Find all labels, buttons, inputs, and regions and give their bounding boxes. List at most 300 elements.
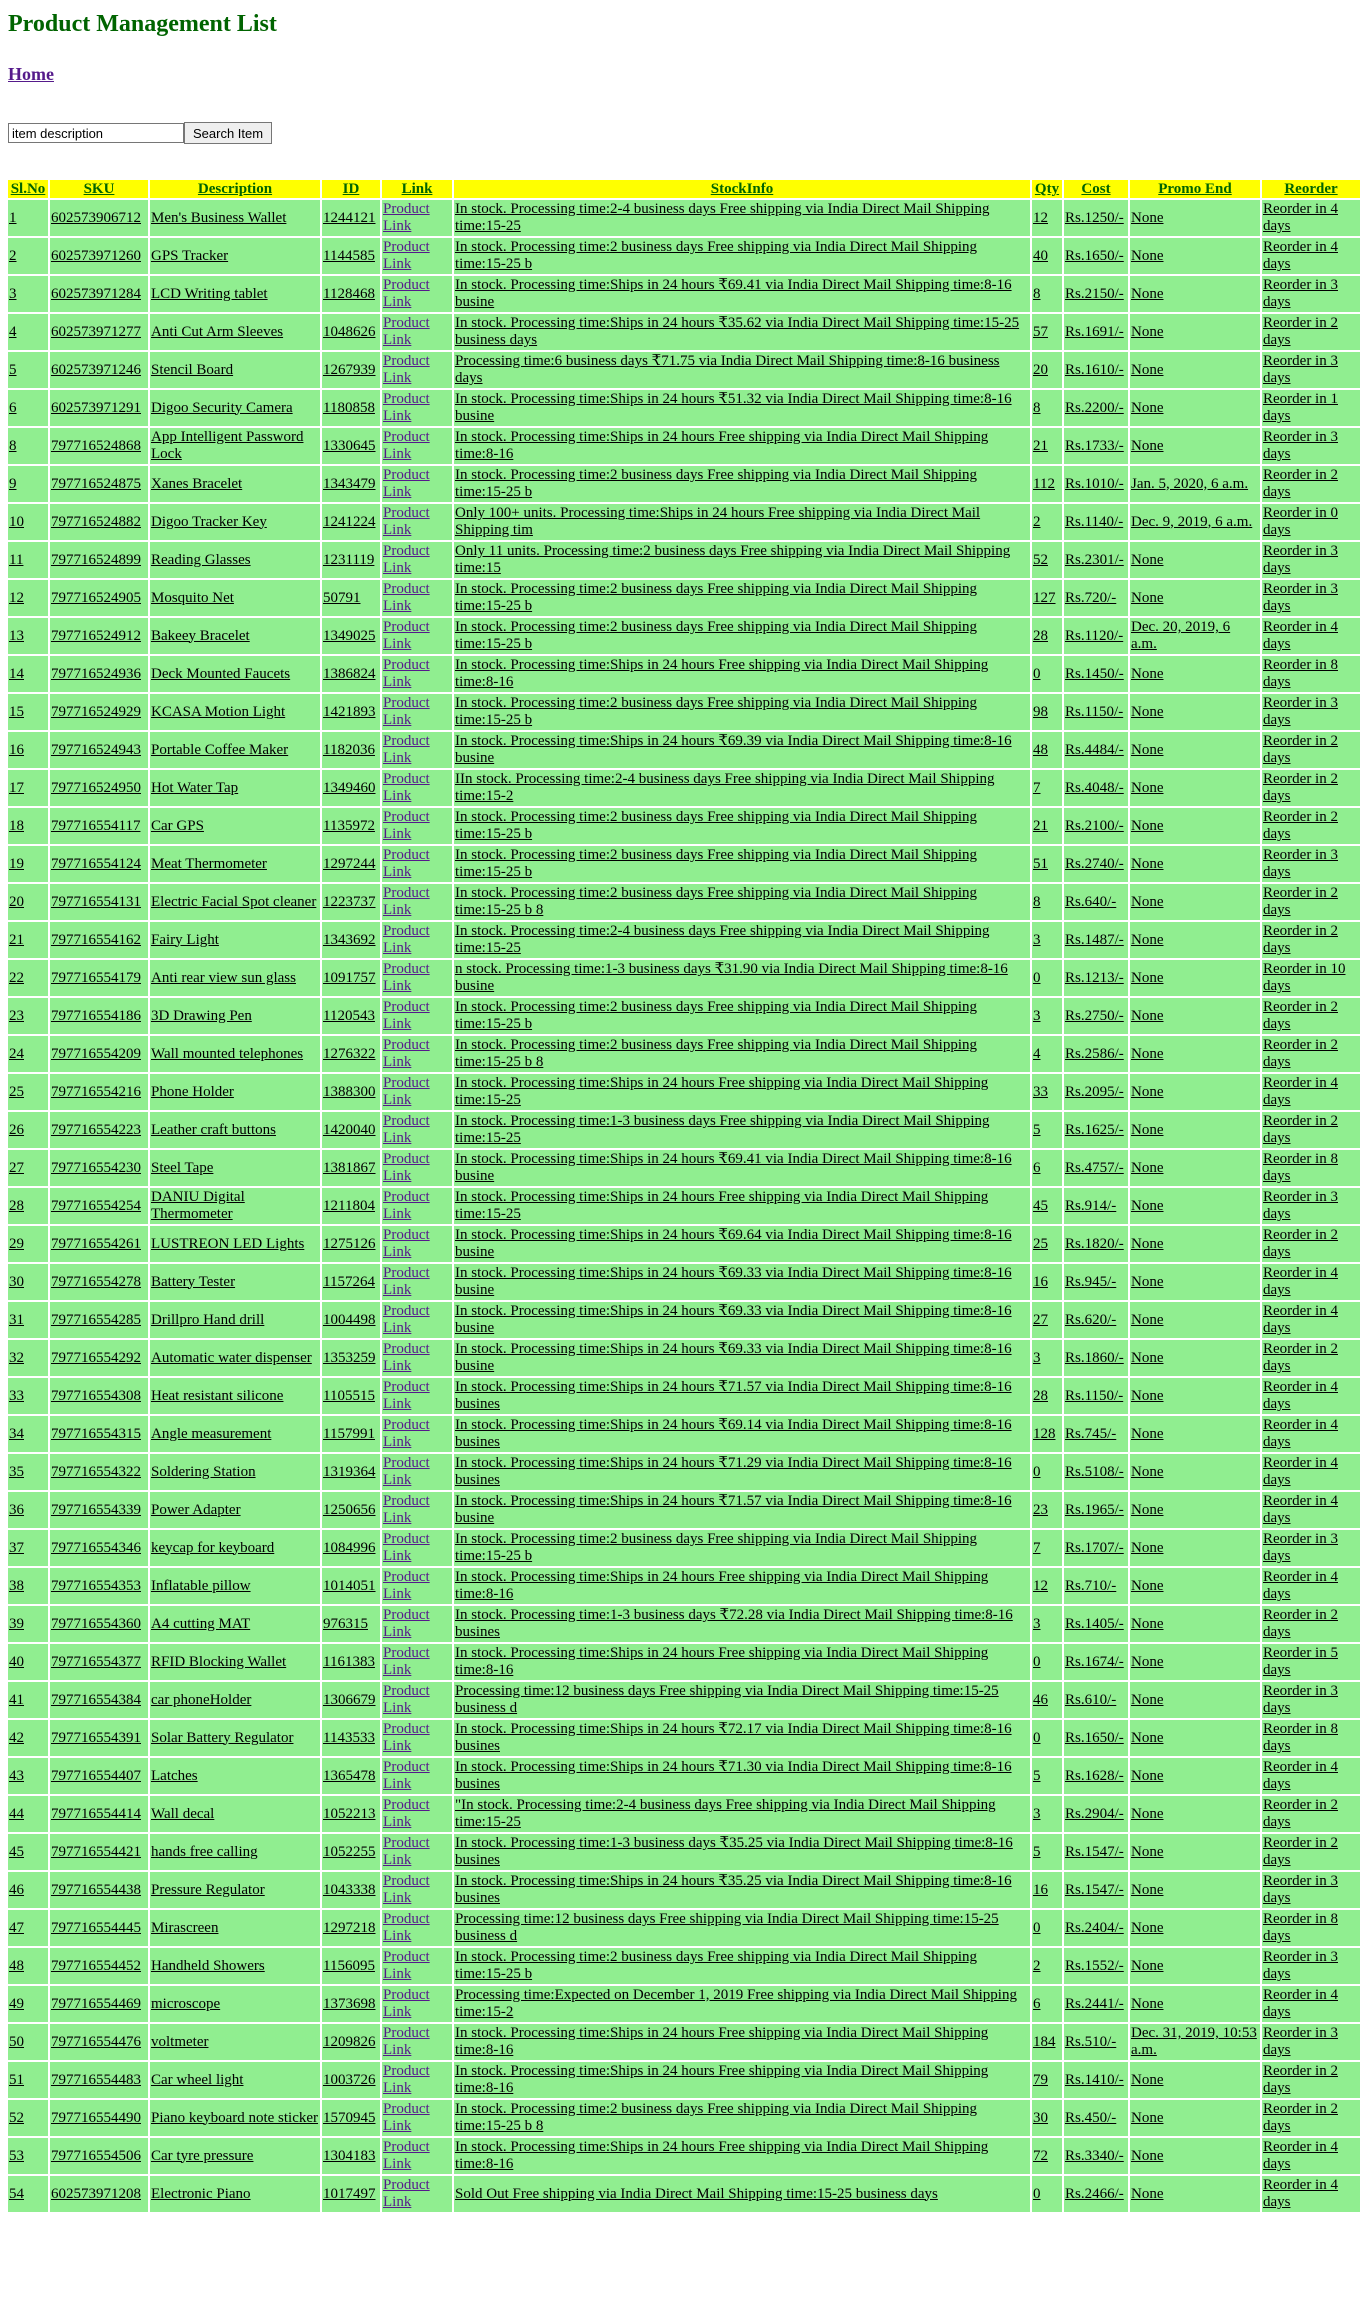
cell-qty[interactable]: 7 (1032, 770, 1062, 806)
cell-id[interactable]: 1161383 (322, 1644, 380, 1680)
cell-stockinfo[interactable]: In stock. Processing time:2 business days Free shipping via India Direct Mail Shipping time:15-25 b (454, 694, 1030, 730)
cell-stockinfo[interactable]: Processing time:12 business days Free shipping via India Direct Mail Shipping time:15-25 business d (454, 1682, 1030, 1718)
cell-cost[interactable]: Rs.1733/- (1064, 428, 1128, 464)
cell-cost[interactable]: Rs.1625/- (1064, 1112, 1128, 1148)
cell-cost[interactable]: Rs.2750/- (1064, 998, 1128, 1034)
cell-cost[interactable]: Rs.2200/- (1064, 390, 1128, 426)
cell-promo-end[interactable]: None (1130, 1416, 1260, 1452)
cell-qty[interactable]: 6 (1032, 1150, 1062, 1186)
cell-cost[interactable]: Rs.5108/- (1064, 1454, 1128, 1490)
cell-product-link[interactable]: Product Link (382, 1568, 452, 1604)
cell-cost[interactable]: Rs.1450/- (1064, 656, 1128, 692)
cell-sku[interactable]: 797716554254 (50, 1188, 148, 1224)
cell-id[interactable]: 1319364 (322, 1454, 380, 1490)
cell-id[interactable]: 1157991 (322, 1416, 380, 1452)
cell-stockinfo[interactable]: In stock. Processing time:Ships in 24 hours ₹69.33 via India Direct Mail Shipping time:8-16 busine (454, 1264, 1030, 1300)
cell-sku[interactable]: 602573971260 (50, 238, 148, 274)
cell-description[interactable]: Portable Coffee Maker (150, 732, 320, 768)
cell-reorder[interactable]: Reorder in 2 days (1262, 1112, 1360, 1148)
cell-promo-end[interactable]: None (1130, 1568, 1260, 1604)
cell-promo-end[interactable]: None (1130, 1720, 1260, 1756)
cell-id[interactable]: 1304183 (322, 2138, 380, 2174)
cell-product-link[interactable]: Product Link (382, 2176, 452, 2212)
cell-promo-end[interactable]: None (1130, 1188, 1260, 1224)
cell-reorder[interactable]: Reorder in 4 days (1262, 1492, 1360, 1528)
header-reorder[interactable]: Reorder (1262, 180, 1360, 198)
cell-description[interactable]: Pressure Regulator (150, 1872, 320, 1908)
cell-description[interactable]: Steel Tape (150, 1150, 320, 1186)
cell-promo-end[interactable]: Dec. 9, 2019, 6 a.m. (1130, 504, 1260, 540)
cell-reorder[interactable]: Reorder in 4 days (1262, 618, 1360, 654)
cell-product-link[interactable]: Product Link (382, 1644, 452, 1680)
cell-promo-end[interactable]: None (1130, 314, 1260, 350)
cell-promo-end[interactable]: None (1130, 846, 1260, 882)
cell-slno[interactable]: 21 (8, 922, 48, 958)
cell-product-link[interactable]: Product Link (382, 884, 452, 920)
cell-sku[interactable]: 797716554407 (50, 1758, 148, 1794)
cell-stockinfo[interactable]: In stock. Processing time:2 business days Free shipping via India Direct Mail Shipping time:15-25 b 8 (454, 884, 1030, 920)
cell-product-link[interactable]: Product Link (382, 656, 452, 692)
header-description[interactable]: Description (150, 180, 320, 198)
header-sku[interactable]: SKU (50, 180, 148, 198)
cell-description[interactable]: car phoneHolder (150, 1682, 320, 1718)
cell-sku[interactable]: 797716524950 (50, 770, 148, 806)
cell-slno[interactable]: 26 (8, 1112, 48, 1148)
cell-reorder[interactable]: Reorder in 8 days (1262, 656, 1360, 692)
cell-id[interactable]: 1048626 (322, 314, 380, 350)
cell-promo-end[interactable]: None (1130, 2100, 1260, 2136)
cell-promo-end[interactable]: None (1130, 390, 1260, 426)
cell-promo-end[interactable]: None (1130, 352, 1260, 388)
cell-stockinfo[interactable]: In stock. Processing time:Ships in 24 hours ₹69.64 via India Direct Mail Shipping time:8-16 busine (454, 1226, 1030, 1262)
cell-stockinfo[interactable]: In stock. Processing time:Ships in 24 hours Free shipping via India Direct Mail Shipping time:15-25 (454, 1074, 1030, 1110)
cell-qty[interactable]: 20 (1032, 352, 1062, 388)
cell-product-link[interactable]: Product Link (382, 1872, 452, 1908)
cell-reorder[interactable]: Reorder in 2 days (1262, 1036, 1360, 1072)
cell-stockinfo[interactable]: In stock. Processing time:Ships in 24 hours Free shipping via India Direct Mail Shipping time:8-16 (454, 1568, 1030, 1604)
cell-id[interactable]: 1386824 (322, 656, 380, 692)
cell-sku[interactable]: 797716524912 (50, 618, 148, 654)
cell-stockinfo[interactable]: In stock. Processing time:Ships in 24 hours ₹72.17 via India Direct Mail Shipping time:8-16 busines (454, 1720, 1030, 1756)
cell-product-link[interactable]: Product Link (382, 1910, 452, 1946)
cell-qty[interactable]: 98 (1032, 694, 1062, 730)
cell-reorder[interactable]: Reorder in 3 days (1262, 542, 1360, 578)
cell-slno[interactable]: 33 (8, 1378, 48, 1414)
cell-description[interactable]: Car tyre pressure (150, 2138, 320, 2174)
cell-cost[interactable]: Rs.2586/- (1064, 1036, 1128, 1072)
cell-product-link[interactable]: Product Link (382, 276, 452, 312)
cell-qty[interactable]: 0 (1032, 1454, 1062, 1490)
cell-qty[interactable]: 25 (1032, 1226, 1062, 1262)
cell-id[interactable]: 1297244 (322, 846, 380, 882)
cell-id[interactable]: 1091757 (322, 960, 380, 996)
cell-cost[interactable]: Rs.3340/- (1064, 2138, 1128, 2174)
cell-promo-end[interactable]: None (1130, 1492, 1260, 1528)
cell-stockinfo[interactable]: In stock. Processing time:2 business days Free shipping via India Direct Mail Shipping time:15-25 b (454, 238, 1030, 274)
cell-id[interactable]: 1343692 (322, 922, 380, 958)
cell-promo-end[interactable]: None (1130, 808, 1260, 844)
cell-sku[interactable]: 602573971246 (50, 352, 148, 388)
cell-stockinfo[interactable]: IIn stock. Processing time:2-4 business days Free shipping via India Direct Mail Shipping time:15-2 (454, 770, 1030, 806)
cell-slno[interactable]: 30 (8, 1264, 48, 1300)
cell-reorder[interactable]: Reorder in 2 days (1262, 314, 1360, 350)
cell-product-link[interactable]: Product Link (382, 2062, 452, 2098)
cell-product-link[interactable]: Product Link (382, 1416, 452, 1452)
cell-sku[interactable]: 797716524868 (50, 428, 148, 464)
cell-reorder[interactable]: Reorder in 2 days (1262, 2062, 1360, 2098)
cell-reorder[interactable]: Reorder in 3 days (1262, 846, 1360, 882)
cell-product-link[interactable]: Product Link (382, 352, 452, 388)
cell-slno[interactable]: 32 (8, 1340, 48, 1376)
cell-reorder[interactable]: Reorder in 5 days (1262, 1644, 1360, 1680)
cell-sku[interactable]: 797716554261 (50, 1226, 148, 1262)
cell-id[interactable]: 50791 (322, 580, 380, 616)
cell-qty[interactable]: 0 (1032, 1644, 1062, 1680)
cell-reorder[interactable]: Reorder in 4 days (1262, 1378, 1360, 1414)
cell-qty[interactable]: 5 (1032, 1112, 1062, 1148)
cell-qty[interactable]: 184 (1032, 2024, 1062, 2060)
cell-cost[interactable]: Rs.4048/- (1064, 770, 1128, 806)
cell-description[interactable]: DANIU Digital Thermometer (150, 1188, 320, 1224)
cell-slno[interactable]: 10 (8, 504, 48, 540)
cell-id[interactable]: 976315 (322, 1606, 380, 1642)
cell-sku[interactable]: 797716554292 (50, 1340, 148, 1376)
cell-stockinfo[interactable]: In stock. Processing time:Ships in 24 hours ₹69.33 via India Direct Mail Shipping time:8-16 busine (454, 1340, 1030, 1376)
cell-product-link[interactable]: Product Link (382, 960, 452, 996)
cell-sku[interactable]: 797716554438 (50, 1872, 148, 1908)
cell-slno[interactable]: 40 (8, 1644, 48, 1680)
cell-cost[interactable]: Rs.1140/- (1064, 504, 1128, 540)
cell-qty[interactable]: 23 (1032, 1492, 1062, 1528)
cell-id[interactable]: 1014051 (322, 1568, 380, 1604)
cell-promo-end[interactable]: None (1130, 1074, 1260, 1110)
cell-promo-end[interactable]: None (1130, 580, 1260, 616)
cell-id[interactable]: 1420040 (322, 1112, 380, 1148)
cell-description[interactable]: Heat resistant silicone (150, 1378, 320, 1414)
cell-description[interactable]: Electric Facial Spot cleaner (150, 884, 320, 920)
cell-id[interactable]: 1182036 (322, 732, 380, 768)
cell-description[interactable]: Piano keyboard note sticker (150, 2100, 320, 2136)
cell-stockinfo[interactable]: In stock. Processing time:Ships in 24 hours ₹71.57 via India Direct Mail Shipping time:8-16 busine (454, 1492, 1030, 1528)
cell-promo-end[interactable]: None (1130, 276, 1260, 312)
cell-sku[interactable]: 797716554117 (50, 808, 148, 844)
cell-id[interactable]: 1241224 (322, 504, 380, 540)
cell-id[interactable]: 1209826 (322, 2024, 380, 2060)
cell-product-link[interactable]: Product Link (382, 1492, 452, 1528)
cell-product-link[interactable]: Product Link (382, 1796, 452, 1832)
cell-id[interactable]: 1349460 (322, 770, 380, 806)
cell-slno[interactable]: 11 (8, 542, 48, 578)
cell-product-link[interactable]: Product Link (382, 922, 452, 958)
cell-description[interactable]: Deck Mounted Faucets (150, 656, 320, 692)
header-slno[interactable]: Sl.No (8, 180, 48, 198)
cell-description[interactable]: LUSTREON LED Lights (150, 1226, 320, 1262)
cell-sku[interactable]: 797716554360 (50, 1606, 148, 1642)
cell-product-link[interactable]: Product Link (382, 1606, 452, 1642)
search-input[interactable] (8, 123, 184, 143)
cell-description[interactable]: Latches (150, 1758, 320, 1794)
cell-slno[interactable]: 9 (8, 466, 48, 502)
cell-product-link[interactable]: Product Link (382, 238, 452, 274)
cell-slno[interactable]: 52 (8, 2100, 48, 2136)
cell-promo-end[interactable]: None (1130, 732, 1260, 768)
cell-reorder[interactable]: Reorder in 2 days (1262, 1606, 1360, 1642)
cell-id[interactable]: 1017497 (322, 2176, 380, 2212)
cell-reorder[interactable]: Reorder in 4 days (1262, 1416, 1360, 1452)
cell-slno[interactable]: 38 (8, 1568, 48, 1604)
cell-cost[interactable]: Rs.2150/- (1064, 276, 1128, 312)
cell-stockinfo[interactable]: In stock. Processing time:2 business days Free shipping via India Direct Mail Shipping time:15-25 b 8 (454, 1036, 1030, 1072)
cell-slno[interactable]: 14 (8, 656, 48, 692)
cell-product-link[interactable]: Product Link (382, 2024, 452, 2060)
cell-stockinfo[interactable]: In stock. Processing time:2 business days Free shipping via India Direct Mail Shipping time:15-25 b (454, 1530, 1030, 1566)
cell-cost[interactable]: Rs.2095/- (1064, 1074, 1128, 1110)
cell-slno[interactable]: 20 (8, 884, 48, 920)
cell-reorder[interactable]: Reorder in 4 days (1262, 1758, 1360, 1794)
cell-description[interactable]: microscope (150, 1986, 320, 2022)
cell-id[interactable]: 1105515 (322, 1378, 380, 1414)
cell-product-link[interactable]: Product Link (382, 1834, 452, 1870)
cell-cost[interactable]: Rs.2100/- (1064, 808, 1128, 844)
cell-qty[interactable]: 2 (1032, 504, 1062, 540)
cell-cost[interactable]: Rs.2404/- (1064, 1910, 1128, 1946)
cell-reorder[interactable]: Reorder in 8 days (1262, 1720, 1360, 1756)
cell-cost[interactable]: Rs.1650/- (1064, 238, 1128, 274)
cell-reorder[interactable]: Reorder in 3 days (1262, 694, 1360, 730)
cell-promo-end[interactable]: Jan. 5, 2020, 6 a.m. (1130, 466, 1260, 502)
cell-stockinfo[interactable]: In stock. Processing time:Ships in 24 hours ₹71.57 via India Direct Mail Shipping time:8-16 busines (454, 1378, 1030, 1414)
cell-reorder[interactable]: Reorder in 3 days (1262, 276, 1360, 312)
cell-product-link[interactable]: Product Link (382, 1986, 452, 2022)
cell-qty[interactable]: 57 (1032, 314, 1062, 350)
cell-reorder[interactable]: Reorder in 3 days (1262, 1188, 1360, 1224)
cell-qty[interactable]: 0 (1032, 960, 1062, 996)
cell-qty[interactable]: 45 (1032, 1188, 1062, 1224)
cell-sku[interactable]: 797716524943 (50, 732, 148, 768)
cell-promo-end[interactable]: None (1130, 542, 1260, 578)
cell-id[interactable]: 1084996 (322, 1530, 380, 1566)
header-id[interactable]: ID (322, 180, 380, 198)
cell-stockinfo[interactable]: In stock. Processing time:2 business days Free shipping via India Direct Mail Shipping time:15-25 b (454, 808, 1030, 844)
cell-reorder[interactable]: Reorder in 2 days (1262, 770, 1360, 806)
cell-stockinfo[interactable]: In stock. Processing time:Ships in 24 hours Free shipping via India Direct Mail Shipping time:8-16 (454, 1644, 1030, 1680)
cell-reorder[interactable]: Reorder in 3 days (1262, 352, 1360, 388)
cell-sku[interactable]: 797716524875 (50, 466, 148, 502)
cell-description[interactable]: keycap for keyboard (150, 1530, 320, 1566)
cell-promo-end[interactable]: None (1130, 884, 1260, 920)
cell-product-link[interactable]: Product Link (382, 1150, 452, 1186)
cell-qty[interactable]: 7 (1032, 1530, 1062, 1566)
cell-description[interactable]: 3D Drawing Pen (150, 998, 320, 1034)
cell-promo-end[interactable]: None (1130, 1872, 1260, 1908)
cell-slno[interactable]: 51 (8, 2062, 48, 2098)
cell-sku[interactable]: 797716554285 (50, 1302, 148, 1338)
cell-product-link[interactable]: Product Link (382, 1378, 452, 1414)
cell-sku[interactable]: 797716554384 (50, 1682, 148, 1718)
cell-sku[interactable]: 797716524936 (50, 656, 148, 692)
cell-description[interactable]: Soldering Station (150, 1454, 320, 1490)
cell-sku[interactable]: 797716554179 (50, 960, 148, 996)
cell-slno[interactable]: 42 (8, 1720, 48, 1756)
cell-product-link[interactable]: Product Link (382, 1682, 452, 1718)
cell-promo-end[interactable]: None (1130, 1530, 1260, 1566)
cell-qty[interactable]: 8 (1032, 884, 1062, 920)
cell-sku[interactable]: 797716554452 (50, 1948, 148, 1984)
cell-slno[interactable]: 46 (8, 1872, 48, 1908)
cell-promo-end[interactable]: None (1130, 1264, 1260, 1300)
cell-cost[interactable]: Rs.2904/- (1064, 1796, 1128, 1832)
cell-slno[interactable]: 1 (8, 200, 48, 236)
cell-id[interactable]: 1421893 (322, 694, 380, 730)
cell-slno[interactable]: 6 (8, 390, 48, 426)
cell-stockinfo[interactable]: In stock. Processing time:2 business days Free shipping via India Direct Mail Shipping time:15-25 b (454, 846, 1030, 882)
cell-promo-end[interactable]: None (1130, 428, 1260, 464)
cell-description[interactable]: Car wheel light (150, 2062, 320, 2098)
cell-slno[interactable]: 28 (8, 1188, 48, 1224)
cell-id[interactable]: 1353259 (322, 1340, 380, 1376)
cell-reorder[interactable]: Reorder in 4 days (1262, 1454, 1360, 1490)
cell-description[interactable]: A4 cutting MAT (150, 1606, 320, 1642)
cell-id[interactable]: 1135972 (322, 808, 380, 844)
home-link[interactable]: Home (8, 64, 54, 84)
cell-reorder[interactable]: Reorder in 4 days (1262, 2176, 1360, 2212)
cell-qty[interactable]: 3 (1032, 922, 1062, 958)
cell-cost[interactable]: Rs.1691/- (1064, 314, 1128, 350)
cell-sku[interactable]: 797716524929 (50, 694, 148, 730)
cell-id[interactable]: 1244121 (322, 200, 380, 236)
cell-id[interactable]: 1128468 (322, 276, 380, 312)
cell-slno[interactable]: 19 (8, 846, 48, 882)
cell-description[interactable]: Meat Thermometer (150, 846, 320, 882)
cell-cost[interactable]: Rs.620/- (1064, 1302, 1128, 1338)
cell-description[interactable]: Men's Business Wallet (150, 200, 320, 236)
cell-slno[interactable]: 2 (8, 238, 48, 274)
cell-slno[interactable]: 48 (8, 1948, 48, 1984)
cell-qty[interactable]: 128 (1032, 1416, 1062, 1452)
cell-qty[interactable]: 48 (1032, 732, 1062, 768)
cell-slno[interactable]: 45 (8, 1834, 48, 1870)
cell-description[interactable]: Automatic water dispenser (150, 1340, 320, 1376)
cell-sku[interactable]: 602573971291 (50, 390, 148, 426)
cell-product-link[interactable]: Product Link (382, 1112, 452, 1148)
cell-qty[interactable]: 127 (1032, 580, 1062, 616)
cell-qty[interactable]: 72 (1032, 2138, 1062, 2174)
cell-reorder[interactable]: Reorder in 2 days (1262, 998, 1360, 1034)
cell-sku[interactable]: 797716554186 (50, 998, 148, 1034)
cell-sku[interactable]: 797716554506 (50, 2138, 148, 2174)
cell-description[interactable]: Stencil Board (150, 352, 320, 388)
cell-reorder[interactable]: Reorder in 4 days (1262, 238, 1360, 274)
cell-reorder[interactable]: Reorder in 4 days (1262, 1074, 1360, 1110)
cell-cost[interactable]: Rs.1650/- (1064, 1720, 1128, 1756)
cell-promo-end[interactable]: None (1130, 1036, 1260, 1072)
cell-slno[interactable]: 41 (8, 1682, 48, 1718)
cell-qty[interactable]: 79 (1032, 2062, 1062, 2098)
cell-id[interactable]: 1180858 (322, 390, 380, 426)
cell-qty[interactable]: 3 (1032, 998, 1062, 1034)
cell-slno[interactable]: 16 (8, 732, 48, 768)
cell-product-link[interactable]: Product Link (382, 428, 452, 464)
cell-id[interactable]: 1343479 (322, 466, 380, 502)
cell-sku[interactable]: 797716554131 (50, 884, 148, 920)
cell-stockinfo[interactable]: In stock. Processing time:1-3 business days ₹35.25 via India Direct Mail Shipping time:8-16 busines (454, 1834, 1030, 1870)
cell-description[interactable]: Reading Glasses (150, 542, 320, 578)
cell-stockinfo[interactable]: In stock. Processing time:Ships in 24 hours ₹69.39 via India Direct Mail Shipping time:8-16 busine (454, 732, 1030, 768)
cell-sku[interactable]: 797716554469 (50, 1986, 148, 2022)
cell-sku[interactable]: 797716554377 (50, 1644, 148, 1680)
cell-cost[interactable]: Rs.2740/- (1064, 846, 1128, 882)
cell-description[interactable]: Solar Battery Regulator (150, 1720, 320, 1756)
cell-cost[interactable]: Rs.1707/- (1064, 1530, 1128, 1566)
cell-id[interactable]: 1306679 (322, 1682, 380, 1718)
cell-product-link[interactable]: Product Link (382, 580, 452, 616)
cell-description[interactable]: Power Adapter (150, 1492, 320, 1528)
cell-id[interactable]: 1275126 (322, 1226, 380, 1262)
cell-stockinfo[interactable]: n stock. Processing time:1-3 business days ₹31.90 via India Direct Mail Shipping time:8-16 busine (454, 960, 1030, 996)
cell-id[interactable]: 1373698 (322, 1986, 380, 2022)
cell-product-link[interactable]: Product Link (382, 466, 452, 502)
cell-promo-end[interactable]: None (1130, 1112, 1260, 1148)
cell-sku[interactable]: 797716554223 (50, 1112, 148, 1148)
cell-cost[interactable]: Rs.1120/- (1064, 618, 1128, 654)
cell-stockinfo[interactable]: In stock. Processing time:2 business days Free shipping via India Direct Mail Shipping time:15-25 b (454, 998, 1030, 1034)
cell-id[interactable]: 1365478 (322, 1758, 380, 1794)
cell-qty[interactable]: 40 (1032, 238, 1062, 274)
cell-slno[interactable]: 43 (8, 1758, 48, 1794)
cell-product-link[interactable]: Product Link (382, 1264, 452, 1300)
cell-stockinfo[interactable]: In stock. Processing time:Ships in 24 hours ₹69.33 via India Direct Mail Shipping time:8-16 busine (454, 1302, 1030, 1338)
cell-stockinfo[interactable]: In stock. Processing time:2 business days Free shipping via India Direct Mail Shipping time:15-25 b (454, 580, 1030, 616)
cell-stockinfo[interactable]: In stock. Processing time:Ships in 24 hours Free shipping via India Direct Mail Shipping time:8-16 (454, 2062, 1030, 2098)
cell-description[interactable]: Digoo Security Camera (150, 390, 320, 426)
cell-promo-end[interactable]: None (1130, 1378, 1260, 1414)
cell-cost[interactable]: Rs.1552/- (1064, 1948, 1128, 1984)
cell-stockinfo[interactable]: Processing time:Expected on December 1, 2019 Free shipping via India Direct Mail Shipping time:15-2 (454, 1986, 1030, 2022)
cell-promo-end[interactable]: None (1130, 2176, 1260, 2212)
header-promo-end[interactable]: Promo End (1130, 180, 1260, 198)
cell-slno[interactable]: 17 (8, 770, 48, 806)
cell-stockinfo[interactable]: Processing time:12 business days Free shipping via India Direct Mail Shipping time:15-25 business d (454, 1910, 1030, 1946)
cell-reorder[interactable]: Reorder in 2 days (1262, 808, 1360, 844)
cell-stockinfo[interactable]: In stock. Processing time:2-4 business days Free shipping via India Direct Mail Shipping time:15-25 (454, 200, 1030, 236)
cell-product-link[interactable]: Product Link (382, 998, 452, 1034)
cell-sku[interactable]: 797716554414 (50, 1796, 148, 1832)
cell-reorder[interactable]: Reorder in 4 days (1262, 1302, 1360, 1338)
cell-description[interactable]: Fairy Light (150, 922, 320, 958)
cell-stockinfo[interactable]: In stock. Processing time:Ships in 24 hours Free shipping via India Direct Mail Shipping time:8-16 (454, 428, 1030, 464)
cell-id[interactable]: 1144585 (322, 238, 380, 274)
cell-sku[interactable]: 797716524905 (50, 580, 148, 616)
cell-qty[interactable]: 3 (1032, 1606, 1062, 1642)
cell-description[interactable]: Car GPS (150, 808, 320, 844)
cell-cost[interactable]: Rs.610/- (1064, 1682, 1128, 1718)
cell-description[interactable]: Hot Water Tap (150, 770, 320, 806)
cell-slno[interactable]: 49 (8, 1986, 48, 2022)
cell-product-link[interactable]: Product Link (382, 1948, 452, 1984)
cell-cost[interactable]: Rs.1547/- (1064, 1872, 1128, 1908)
cell-qty[interactable]: 12 (1032, 200, 1062, 236)
cell-stockinfo[interactable]: In stock. Processing time:Ships in 24 hours Free shipping via India Direct Mail Shipping time:8-16 (454, 656, 1030, 692)
cell-reorder[interactable]: Reorder in 1 days (1262, 390, 1360, 426)
cell-sku[interactable]: 797716554209 (50, 1036, 148, 1072)
cell-reorder[interactable]: Reorder in 3 days (1262, 1948, 1360, 1984)
cell-slno[interactable]: 23 (8, 998, 48, 1034)
header-qty[interactable]: Qty (1032, 180, 1062, 198)
cell-id[interactable]: 1143533 (322, 1720, 380, 1756)
cell-id[interactable]: 1043338 (322, 1872, 380, 1908)
cell-slno[interactable]: 36 (8, 1492, 48, 1528)
cell-description[interactable]: Battery Tester (150, 1264, 320, 1300)
